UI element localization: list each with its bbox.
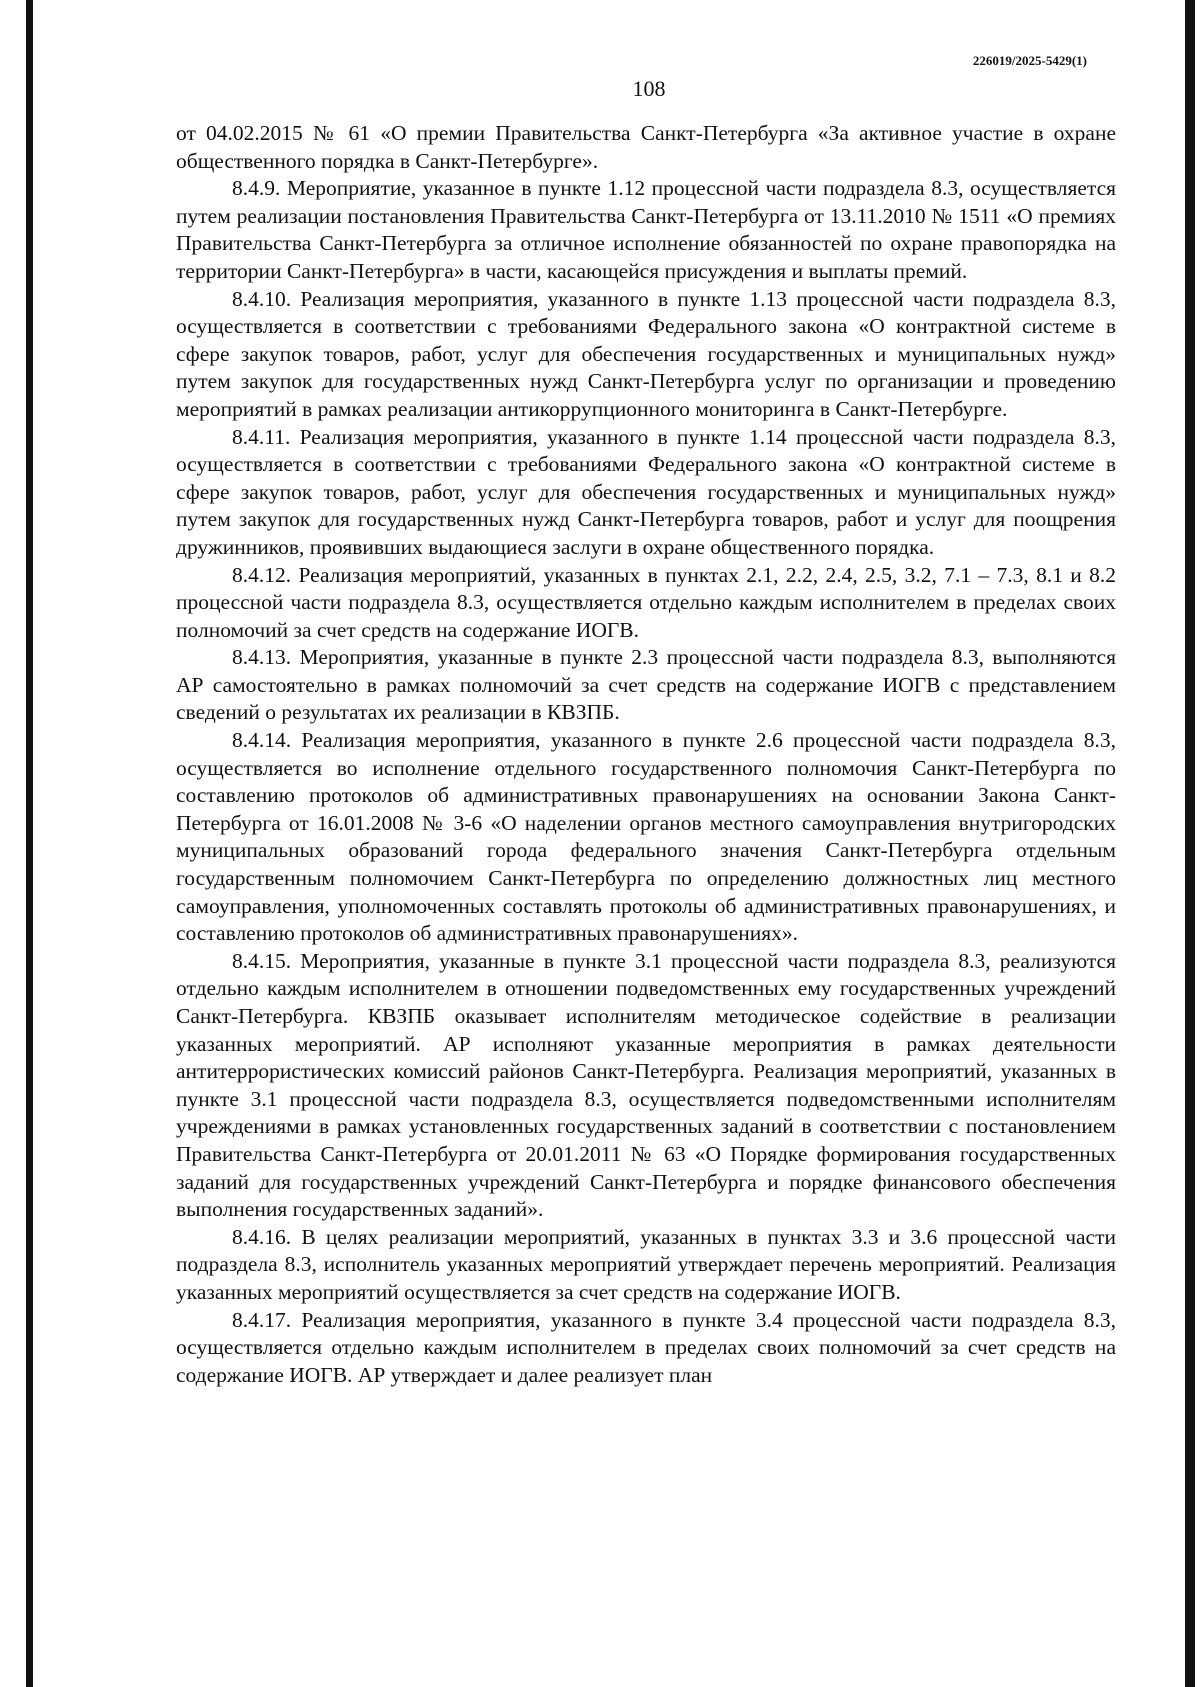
paragraph-8-4-13: 8.4.13. Мероприятия, указанные в пункте 2.3 процессной части подраздела 8.3, выполняются АР самостоятельно в рамках полномочий за счет средств на содержание ИОГВ с представлением сведений о результатах их реализации в КВЗПБ. (176, 645, 1116, 725)
paragraph-8-4-16: 8.4.16. В целях реализации мероприятий, указанных в пунктах 3.3 и 3.6 процессной части подраздела 8.3, исполнитель указанных мероприятий утверждает перечень мероприятий. Реализация указанных мероприятий осуществляется за счет средств на содержание ИОГВ. (176, 1224, 1116, 1304)
document-registration-number: 226019/2025-5429(1) (972, 53, 1087, 68)
document-body (176, 120, 1116, 1389)
paragraph-8-4-17: 8.4.17. Реализация мероприятия, указанного в пункте 3.4 процессной части подраздела 8.3, осуществляется отдельно каждым исполнителем в пределах своих полномочий за счет средств на содержание ИОГВ. АР утверждает и далее реализует план (176, 1307, 1116, 1387)
paragraph-8-4-14: 8.4.14. Реализация мероприятия, указанного в пункте 2.6 процессной части подраздела 8.3, осуществляется во исполнение отдельного государственного полномочия Санкт-Петербурга по составлению протоколов об административных правонарушениях на основании Закона Санкт-Петербурга от 16.01.2008 № 3-6 «О наделении органов местного самоуправления внутригородских муниципальных образований города федерального значения Санкт-Петербурга отдельным государственным полномочием Санкт-Петербурга по определению должностных лиц местного самоуправления, уполномоченных составлять протоколы об административных правонарушениях, и составлению протоколов об административных правонарушениях». (176, 728, 1116, 946)
paragraph-8-4-10: 8.4.10. Реализация мероприятия, указанного в пункте 1.13 процессной части подраздела 8.3, осуществляется в соответствии с требованиями Федерального закона «О контрактной системе в сфере закупок товаров, работ, услуг для обеспечения государственных и муниципальных нужд» путем закупок для государственных нужд Санкт-Петербурга услуг по организации и проведению мероприятий в рамках реализации антикоррупционного мониторинга в Санкт-Петербурге. (176, 286, 1116, 421)
scan-border-left (26, 0, 33, 1687)
scan-border-right (1185, 0, 1195, 1687)
paragraph-8-4-11: 8.4.11. Реализация мероприятия, указанного в пункте 1.14 процессной части подраздела 8.3, осуществляется в соответствии с требованиями Федерального закона «О контрактной системе в сфере закупок товаров, работ, услуг для обеспечения государственных и муниципальных нужд» путем закупок для государственных нужд Санкт-Петербурга товаров, работ и услуг для поощрения дружинников, проявивших выдающиеся заслуги в охране общественного порядка. (176, 424, 1116, 559)
paragraph-8-4-12: 8.4.12. Реализация мероприятий, указанных в пунктах 2.1, 2.2, 2.4, 2.5, 3.2, 7.1 – 7.3, 8.1 и 8.2 процессной части подраздела 8.3, осуществляется отдельно каждым исполнителем в пределах своих полномочий за счет средств на содержание ИОГВ. (176, 562, 1116, 642)
paragraph-8-4-9: 8.4.9. Мероприятие, указанное в пункте 1.12 процессной части подраздела 8.3, осуществляется путем реализации постановления Правительства Санкт-Петербурга от 13.11.2010 № 1511 «О премиях Правительства Санкт-Петербурга за отличное исполнение обязанностей по охране правопорядка на территории Санкт-Петербурга» в части, касающейся присуждения и выплаты премий. (176, 176, 1116, 283)
paragraph-continuation: от 04.02.2015 № 61 «О премии Правительства Санкт-Петербурга «За активное участие в охране общественного порядка в Санкт-Петербурге». (176, 121, 1116, 173)
page-number: 108 (632, 76, 666, 101)
paragraph-8-4-15: 8.4.15. Мероприятия, указанные в пункте 3.1 процессной части подраздела 8.3, реализуются отдельно каждым исполнителем в отношении подведомственных ему государственных учреждений Санкт-Петербурга. КВЗПБ оказывает исполнителям методическое содействие в реализации указанных мероприятий. АР исполняют указанные мероприятия в рамках деятельности антитеррористических комиссий районов Санкт-Петербурга. Реализация мероприятий, указанных в пункте 3.1 процессной части подраздела 8.3, осуществляется подведомственными исполнителям учреждениями в рамках установленных государственных заданий в соответствии с постановлением Правительства Санкт-Петербурга от 20.01.2011 № 63 «О Порядке формирования государственных заданий для государственных учреждений Санкт-Петербурга и порядке финансового обеспечения выполнения государственных заданий». (176, 948, 1116, 1222)
